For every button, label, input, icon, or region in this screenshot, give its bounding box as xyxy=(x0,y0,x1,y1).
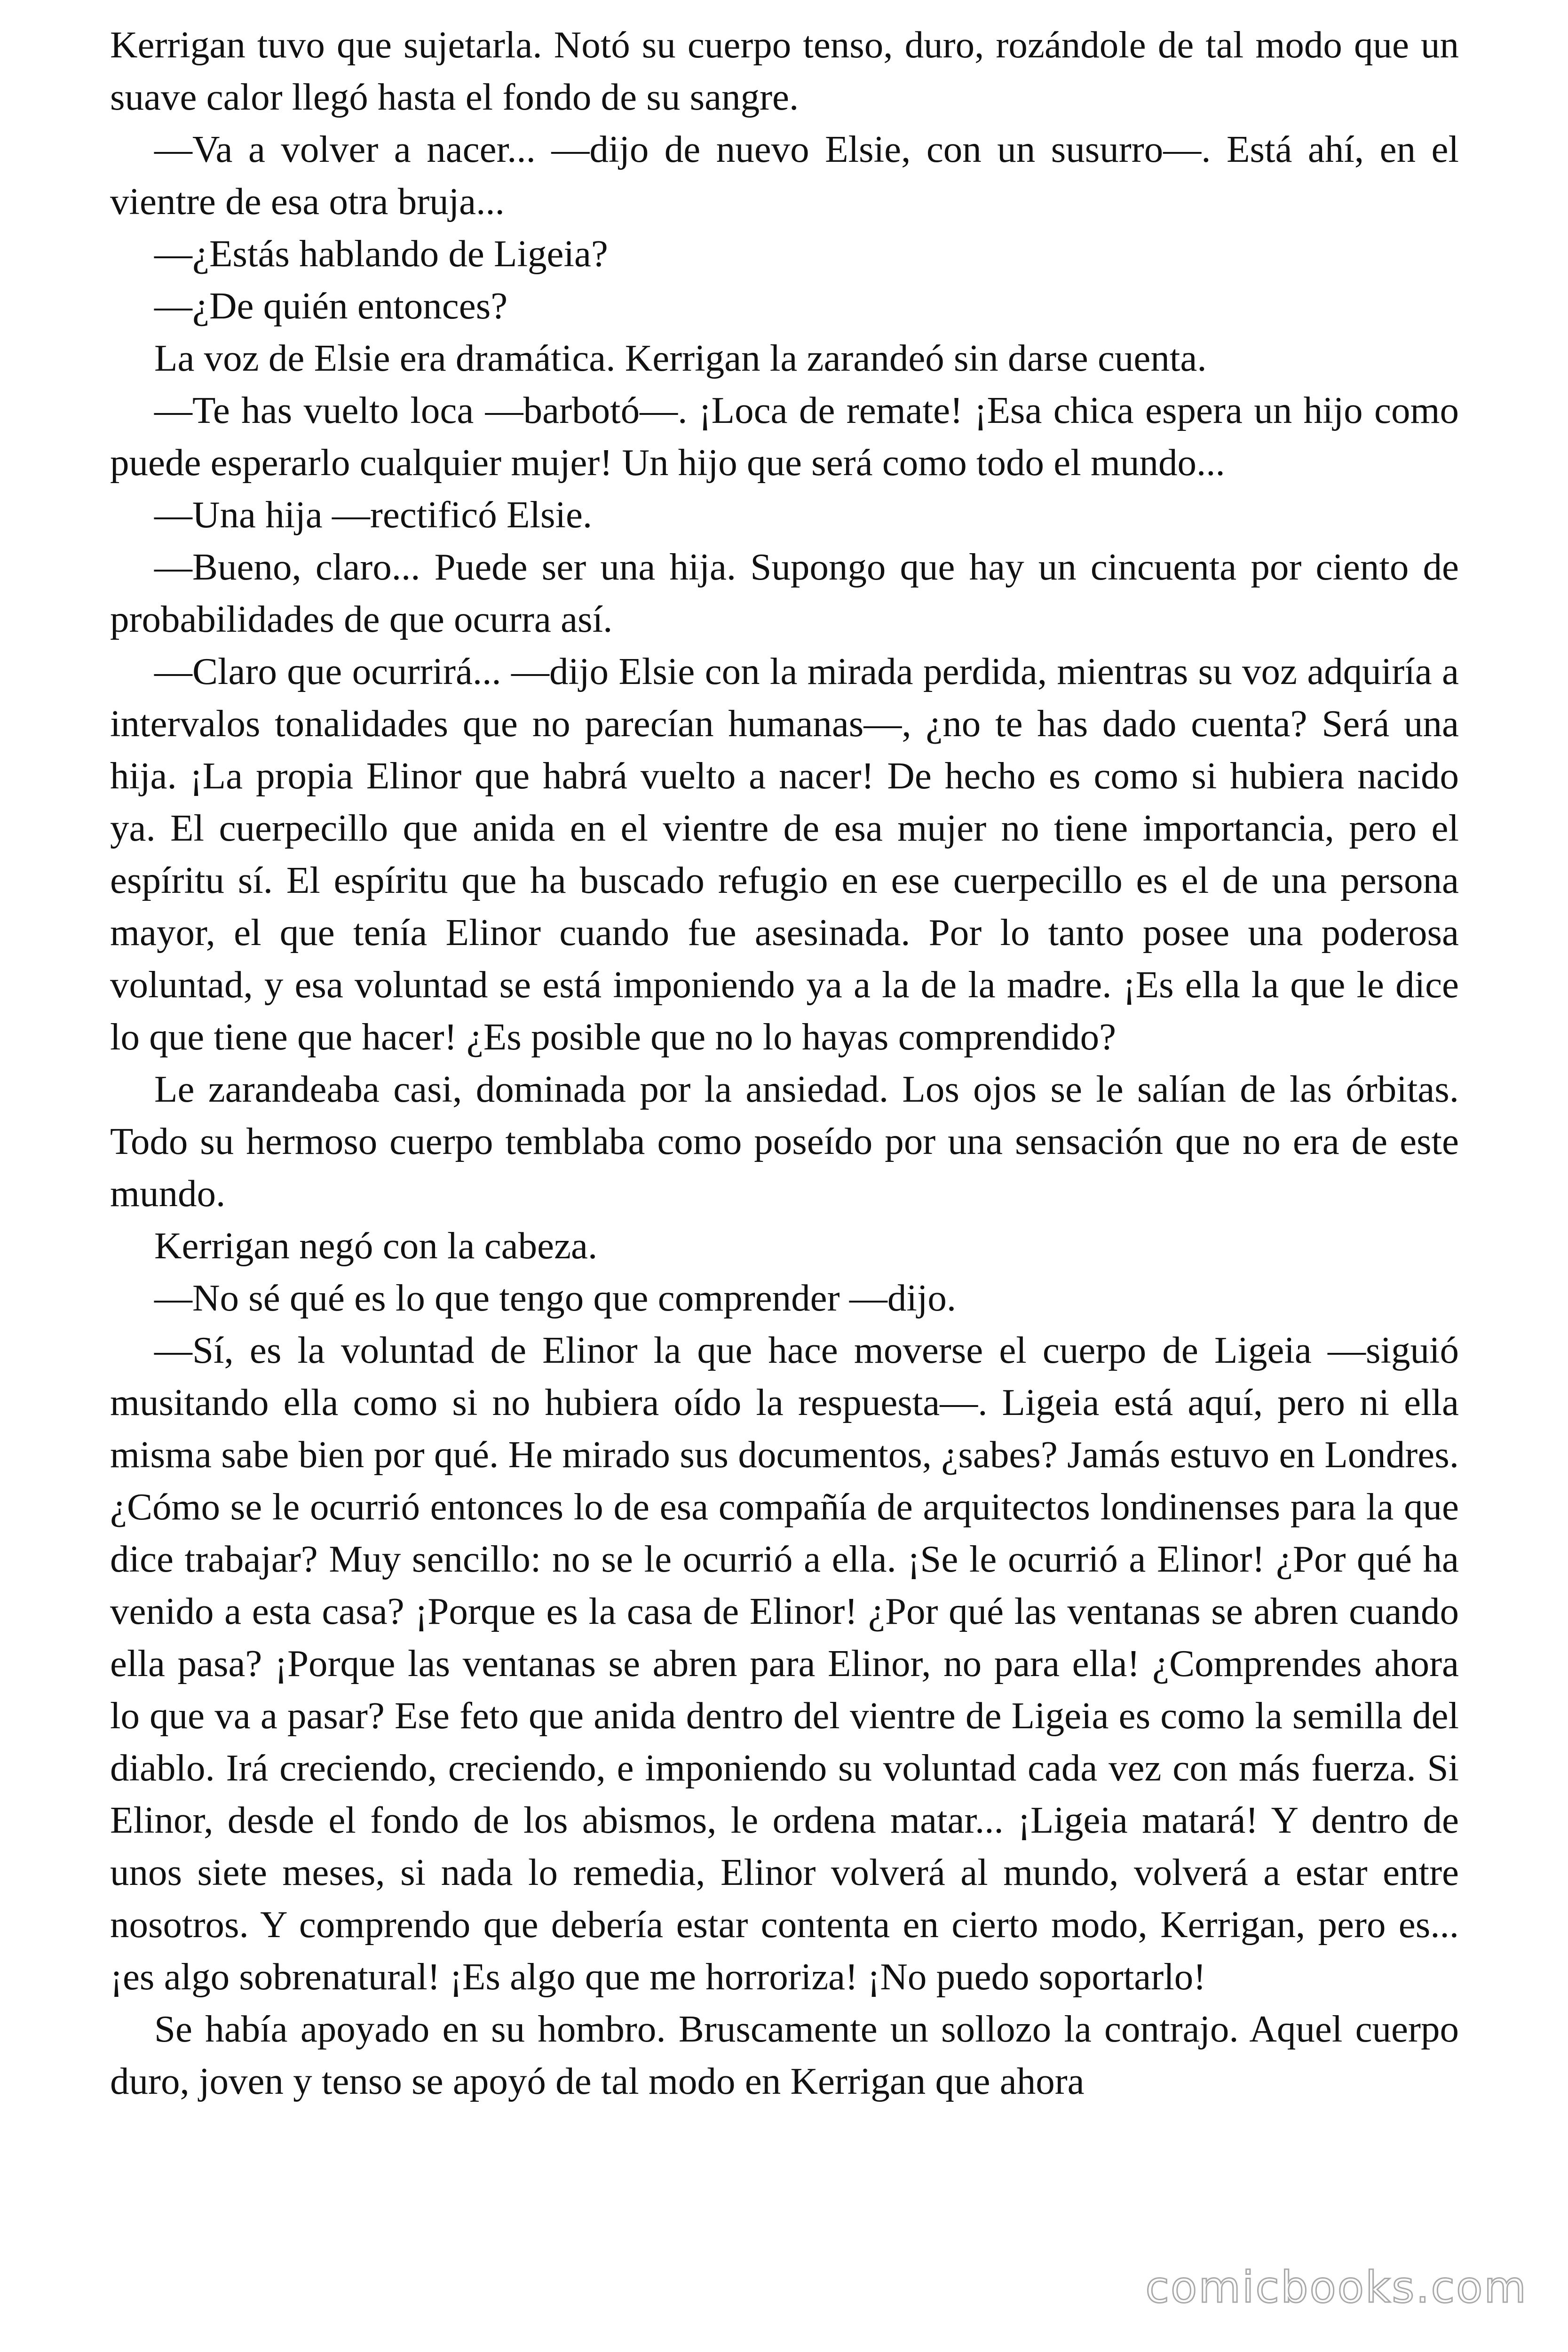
paragraph: La voz de Elsie era dramática. Kerrigan la zarandeó sin darse cuenta. xyxy=(154,337,1207,379)
paragraph: —Claro que ocurrirá... —dijo Elsie con la mirada perdida, mientras su voz adquiría a intervalos tonalidades que no parecían humanas—, ¿no te has dado cuenta? Será una hija. ¡La propia Elinor que habrá vuelto a nacer! De hecho es como si hubiera nacido ya. El cuerpecillo que anida en el vientre de esa mujer no tiene importancia, pero el espíritu sí. El espíritu que ha buscado refugio en ese cuerpecillo es el de una persona mayor, el que tenía Elinor cuando fue asesinada. Por lo tanto posee una poderosa voluntad, y esa voluntad se está imponiendo ya a la de la madre. ¡Es ella la que le dice lo que tiene que hacer! ¿Es posible que no lo hayas comprendido? xyxy=(110,650,1459,1058)
paragraph: Se había apoyado en su hombro. Bruscamente un sollozo la contrajo. Aquel cuerpo duro, joven y tenso se apoyó de tal modo en Kerrigan que ahora xyxy=(110,2008,1459,2102)
paragraph: —¿De quién entonces? xyxy=(154,285,508,327)
paragraph: —¿Estás hablando de Ligeia? xyxy=(154,232,608,275)
paragraph: —Bueno, claro... Puede ser una hija. Supongo que hay un cincuenta por ciento de probabilidades de que ocurra así. xyxy=(110,546,1459,640)
paragraph: —Sí, es la voluntad de Elinor la que hace moverse el cuerpo de Ligeia —siguió musitando ella como si no hubiera oído la respuesta—. Ligeia está aquí, pero ni ella misma sabe bien por qué. He mirado sus documentos, ¿sabes? Jamás estuvo en Londres. ¿Cómo se le ocurrió entonces lo de esa compañía de arquitectos londinenses para la que dice trabajar? Muy sencillo: no se le ocurrió a ella. ¡Se le ocurrió a Elinor! ¿Por qué ha venido a esta casa? ¡Porque es la casa de Elinor! ¿Por qué las ventanas se abren cuando ella pasa? ¡Porque las ventanas se abren para Elinor, no para ella! ¿Comprendes ahora lo que va a pasar? Ese feto que anida dentro del vientre de Ligeia es como la semilla del diablo. Irá creciendo, creciendo, e imponiendo su voluntad cada vez con más fuerza. Si Elinor, desde el fondo de los abismos, le ordena matar... ¡Ligeia matará! Y dentro de unos siete meses, si nada lo remedia, Elinor volverá al mundo, volverá a estar entre nosotros. Y comprendo que debería estar contenta en cierto modo, Kerrigan, pero es... ¡es algo sobrenatural! ¡Es algo que me horroriza! ¡No puedo soportarlo! xyxy=(110,1329,1459,1998)
paragraph: Kerrigan tuvo que sujetarla. Notó su cuerpo tenso, duro, rozándole de tal modo que un suave calor llegó hasta el fondo de su sangre. xyxy=(110,24,1459,118)
paragraph: —No sé qué es lo que tengo que comprender —dijo. xyxy=(154,1277,957,1319)
paragraph: Kerrigan negó con la cabeza. xyxy=(154,1224,598,1267)
paragraph: Le zarandeaba casi, dominada por la ansiedad. Los ojos se le salían de las órbitas. Todo su hermoso cuerpo temblaba como poseído por una sensación que no era de este mundo. xyxy=(110,1068,1459,1215)
paragraph: —Te has vuelto loca —barbotó—. ¡Loca de remate! ¡Esa chica espera un hijo como puede esperarlo cualquier mujer! Un hijo que será como todo el mundo... xyxy=(110,389,1459,484)
watermark-logo: comicbooks.com xyxy=(1145,2262,1528,2312)
paragraph: —Una hija —rectificó Elsie. xyxy=(154,493,593,536)
book-page xyxy=(110,19,1459,2107)
paragraph: —Va a volver a nacer... —dijo de nuevo Elsie, con un susurro—. Está ahí, en el vientre de esa otra bruja... xyxy=(110,128,1459,222)
